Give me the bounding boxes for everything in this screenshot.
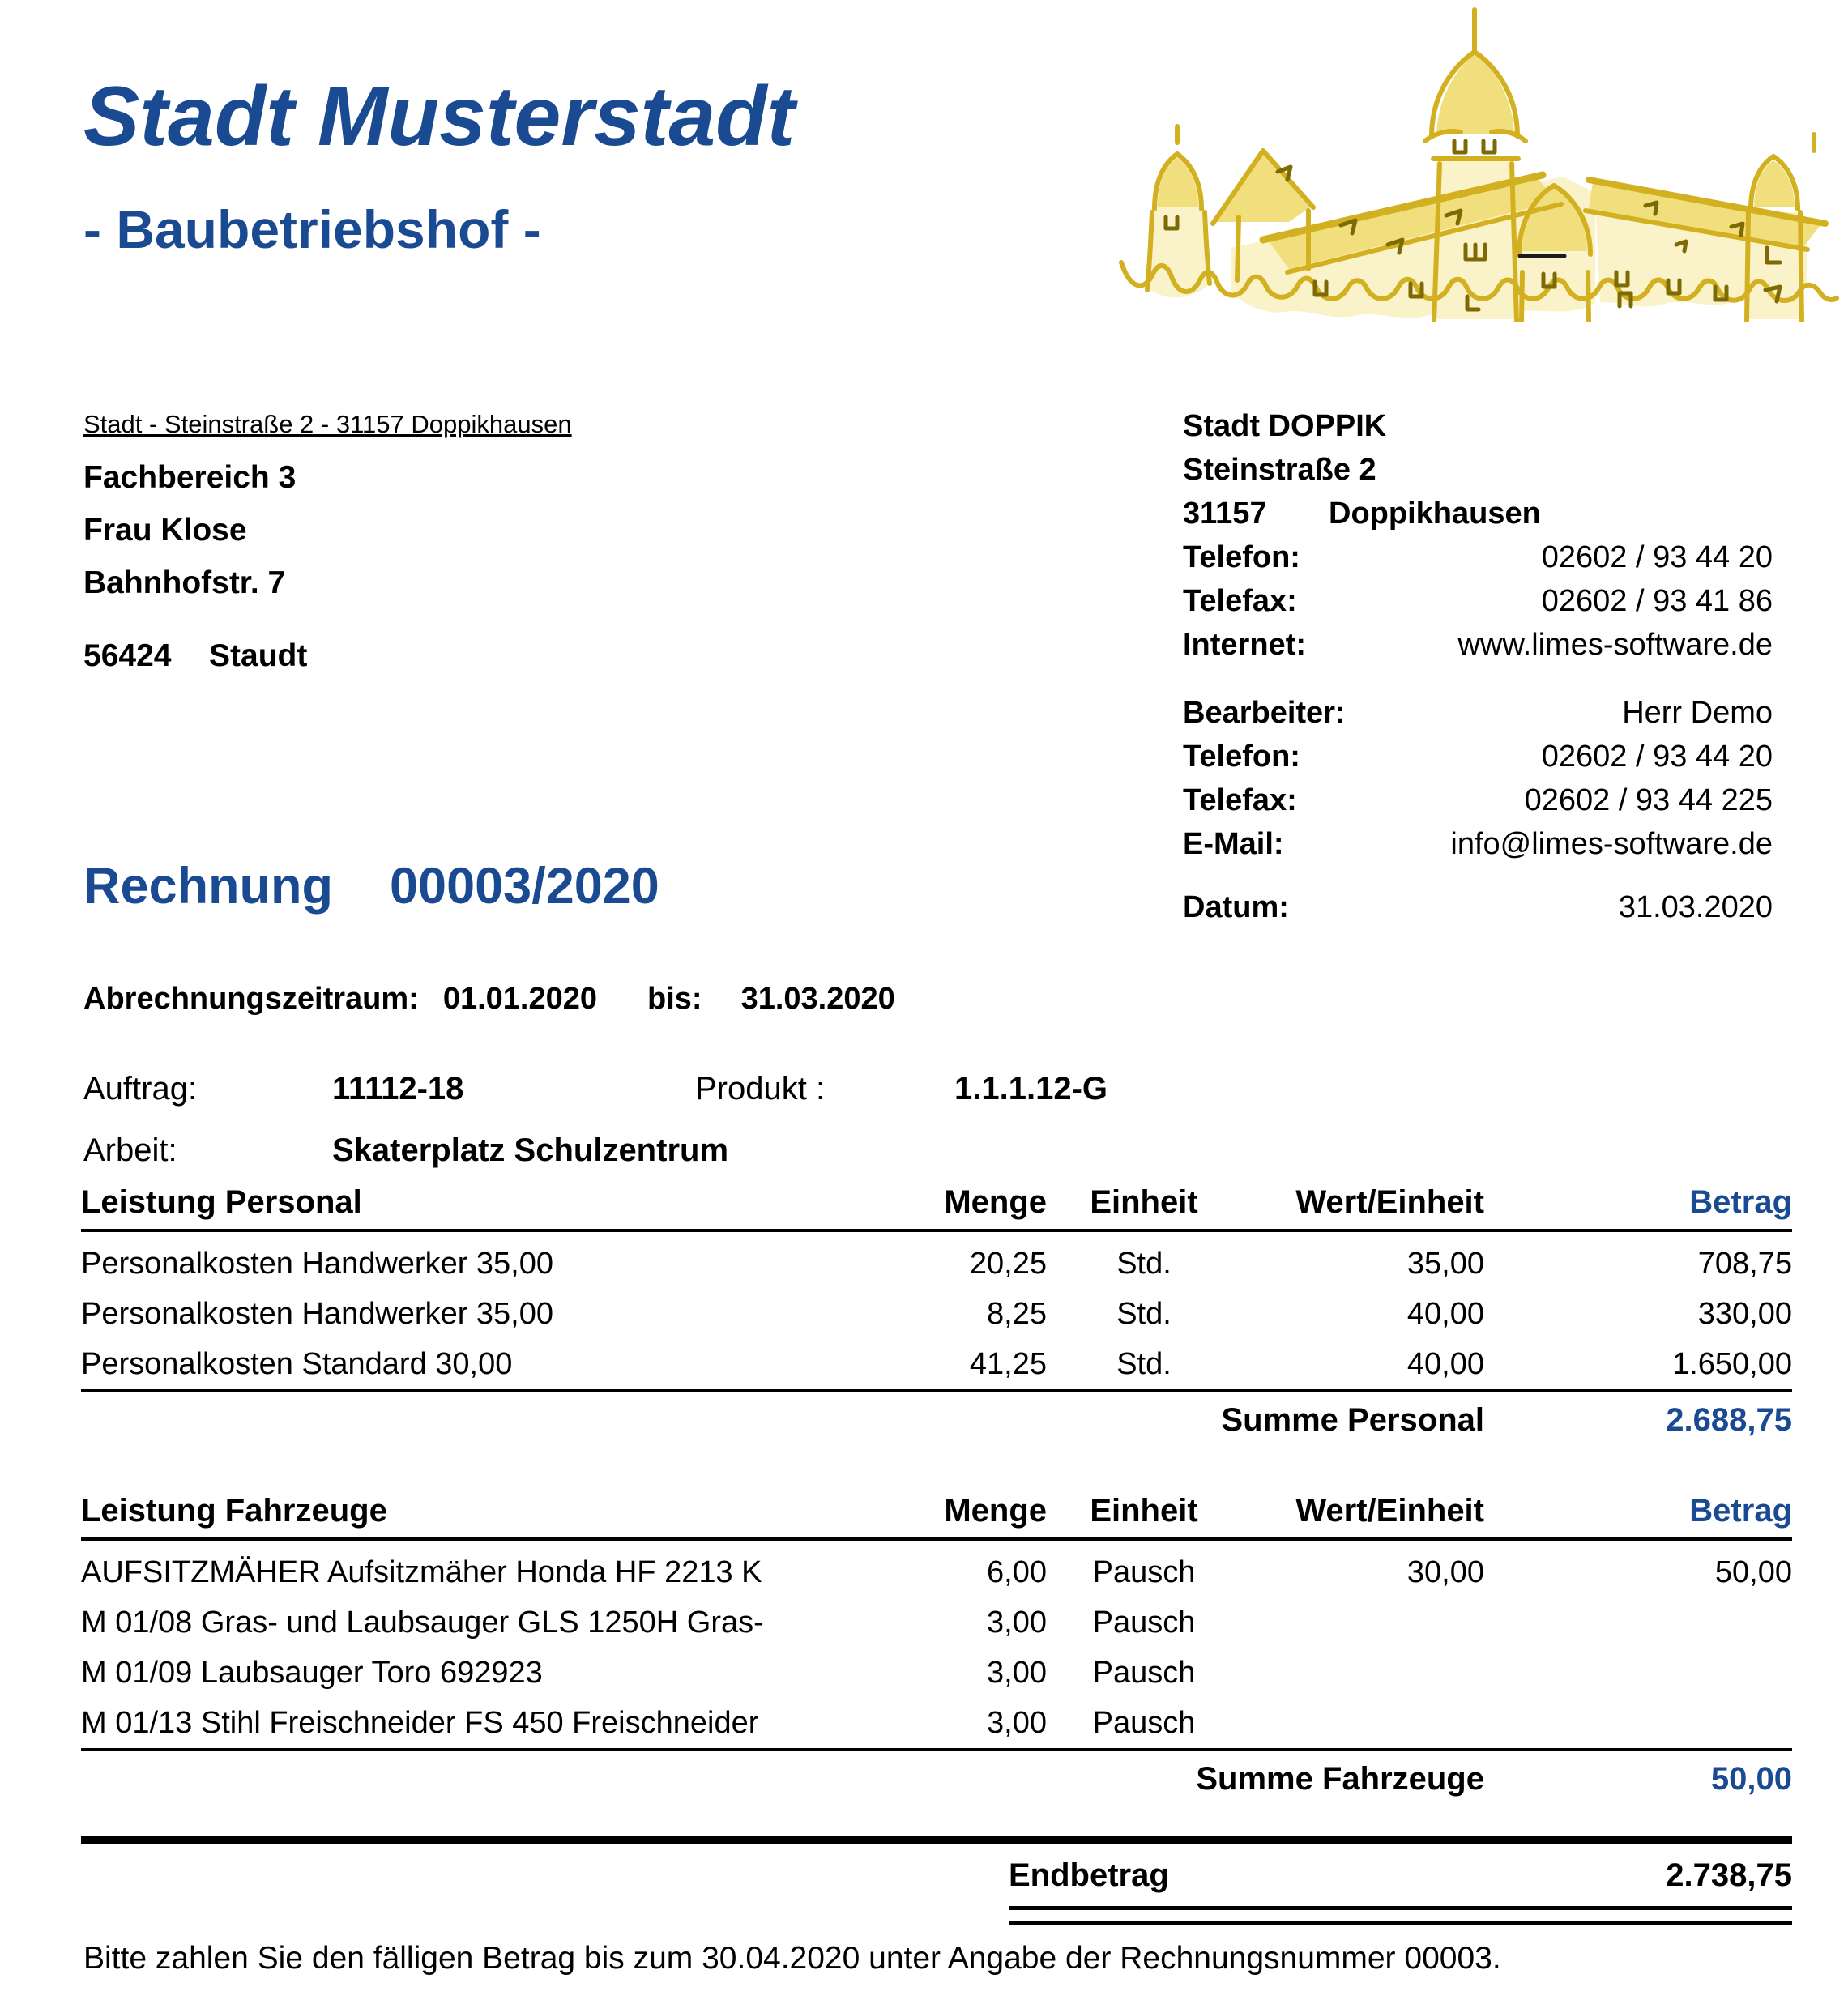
table-section-title: Leistung Personal (81, 1184, 362, 1220)
table-row (81, 1289, 1792, 1339)
recipient-line-street: Bahnhofstr. 7 (83, 565, 286, 600)
clerk-fax-label: Telefax: (1183, 783, 1297, 817)
recipient-block (83, 410, 651, 674)
cell-einheit: Std. (1116, 1346, 1172, 1381)
arbeit-value: Skaterplatz Schulzentrum (332, 1132, 729, 1168)
cell-wert: 30,00 (1406, 1554, 1484, 1589)
date-label: Datum: (1183, 890, 1289, 924)
col-header-einheit: Einheit (1090, 1184, 1198, 1220)
clerk-fax-value: 02602 / 93 44 225 (1524, 783, 1773, 817)
personal-table-header (81, 1184, 1792, 1232)
issuer-street: Steinstraße 2 (1183, 453, 1376, 487)
cell-wert: 40,00 (1406, 1346, 1484, 1381)
footer-note: Bitte zahlen Sie den fälligen Betrag bis zum 30.04.2020 unter Angabe der Rechnungsnummer 00003. (83, 1941, 1501, 1976)
clerk-email-label: E-Mail: (1183, 827, 1284, 861)
table-row (81, 1648, 1792, 1698)
col-header-menge: Menge (944, 1184, 1047, 1220)
total-row (81, 1844, 1792, 1906)
brand-block (83, 53, 796, 259)
col-header-wert: Wert/Einheit (1295, 1493, 1484, 1529)
issuer-zip: 31157 (1183, 497, 1267, 531)
clerk-value: Herr Demo (1622, 696, 1773, 730)
clerk-email-value: info@limes-software.de (1450, 827, 1773, 861)
invoice-heading (83, 857, 659, 915)
cell-einheit: Pausch (1092, 1705, 1196, 1740)
col-header-betrag: Betrag (1689, 1184, 1792, 1220)
cell-einheit: Pausch (1092, 1605, 1196, 1640)
sum-value: 2.688,75 (1666, 1401, 1792, 1438)
billing-period-line (83, 982, 895, 1017)
period-from: 01.01.2020 (442, 982, 598, 1016)
period-to: 31.03.2020 (740, 982, 895, 1016)
cell-betrag: 330,00 (1697, 1296, 1792, 1331)
cell-einheit: Pausch (1092, 1655, 1196, 1690)
sum-label: Summe Fahrzeuge (1196, 1760, 1484, 1797)
sender-line: Stadt - Steinstraße 2 - 31157 Doppikhausen (83, 410, 572, 438)
table-row (81, 1339, 1792, 1389)
cell-betrag: 50,00 (1714, 1554, 1792, 1589)
cell-menge: 3,00 (987, 1705, 1047, 1740)
cell-wert: 40,00 (1406, 1296, 1484, 1331)
issuer-name: Stadt DOPPIK (1183, 409, 1387, 443)
arbeit-label: Arbeit: (83, 1132, 177, 1168)
tables-block (81, 1184, 1792, 1925)
double-rule (1009, 1906, 1792, 1925)
recipient-line-person: Frau Klose (83, 513, 247, 548)
issuer-block (1183, 409, 1773, 934)
org-name: Stadt Musterstadt (83, 70, 796, 164)
issuer-internet-label: Internet: (1183, 628, 1306, 662)
table-row (81, 1239, 1792, 1289)
cell-menge: 3,00 (987, 1605, 1047, 1640)
issuer-fax-label: Telefax: (1183, 584, 1297, 618)
cell-desc: Personalkosten Handwerker 35,00 (81, 1296, 554, 1331)
total-value: 2.738,75 (1666, 1857, 1792, 1893)
issuer-phone-value: 02602 / 93 44 20 (1541, 540, 1773, 574)
cell-desc: M 01/13 Stihl Freischneider FS 450 Freischneider (81, 1705, 759, 1740)
cell-desc: AUFSITZMÄHER Aufsitzmäher Honda HF 2213 K (81, 1554, 762, 1589)
period-bis-label: bis: (647, 982, 702, 1016)
personal-sum-row (81, 1392, 1792, 1448)
fahrzeuge-table-rows (81, 1547, 1792, 1748)
cell-desc: M 01/09 Laubsauger Toro 692923 (81, 1655, 543, 1690)
produkt-label: Produkt : (695, 1071, 826, 1107)
cell-desc: M 01/08 Gras- und Laubsauger GLS 1250H Gras- (81, 1605, 764, 1640)
issuer-internet-value: www.limes-software.de (1457, 628, 1773, 662)
cell-menge: 6,00 (987, 1554, 1047, 1589)
clerk-phone-value: 02602 / 93 44 20 (1541, 740, 1773, 774)
cell-einheit: Std. (1116, 1296, 1172, 1331)
sum-value: 50,00 (1710, 1760, 1792, 1797)
cell-desc: Personalkosten Standard 30,00 (81, 1346, 513, 1381)
recipient-city: Staudt (209, 638, 308, 673)
cell-einheit: Std. (1116, 1246, 1172, 1281)
cell-betrag: 708,75 (1697, 1246, 1792, 1281)
issuer-fax-value: 02602 / 93 41 86 (1541, 584, 1773, 618)
table-row (81, 1597, 1792, 1648)
issuer-phone-label: Telefon: (1183, 540, 1300, 574)
table-row (81, 1698, 1792, 1748)
cell-menge: 20,25 (969, 1246, 1047, 1281)
invoice-title: Rechnung (83, 858, 333, 915)
fahrzeuge-sum-row (81, 1751, 1792, 1807)
table-section-title: Leistung Fahrzeuge (81, 1493, 387, 1529)
fahrzeuge-table-header (81, 1493, 1792, 1541)
cell-menge: 3,00 (987, 1655, 1047, 1690)
order-row (0, 1071, 1848, 1111)
castle-illustration-icon (1109, 5, 1843, 322)
recipient-line-department: Fachbereich 3 (83, 460, 297, 495)
table-row (81, 1547, 1792, 1597)
cell-menge: 41,25 (969, 1346, 1047, 1381)
col-header-betrag: Betrag (1689, 1493, 1792, 1529)
thick-rule (81, 1836, 1792, 1844)
clerk-label: Bearbeiter: (1183, 696, 1346, 730)
cell-einheit: Pausch (1092, 1554, 1196, 1589)
clerk-phone-label: Telefon: (1183, 740, 1300, 774)
sum-label: Summe Personal (1221, 1401, 1484, 1438)
auftrag-value: 11112-18 (332, 1071, 464, 1107)
date-value: 31.03.2020 (1618, 890, 1773, 924)
cell-wert: 35,00 (1406, 1246, 1484, 1281)
col-header-wert: Wert/Einheit (1295, 1184, 1484, 1220)
org-subtitle: - Baubetriebshof - (83, 199, 541, 259)
recipient-zip: 56424 (83, 638, 172, 673)
recipient-city-line (83, 638, 651, 674)
total-label: Endbetrag (1009, 1857, 1169, 1893)
work-row (0, 1132, 1848, 1173)
cell-betrag: 1.650,00 (1672, 1346, 1792, 1381)
col-header-menge: Menge (944, 1493, 1047, 1529)
personal-table-rows (81, 1239, 1792, 1389)
cell-desc: Personalkosten Handwerker 35,00 (81, 1246, 554, 1281)
invoice-number: 00003/2020 (390, 858, 659, 915)
produkt-value: 1.1.1.12-G (954, 1071, 1108, 1107)
period-label: Abrechnungszeitraum: (83, 982, 419, 1016)
cell-menge: 8,25 (987, 1296, 1047, 1331)
auftrag-label: Auftrag: (83, 1071, 198, 1107)
issuer-city: Doppikhausen (1329, 497, 1541, 531)
col-header-einheit: Einheit (1090, 1493, 1198, 1529)
